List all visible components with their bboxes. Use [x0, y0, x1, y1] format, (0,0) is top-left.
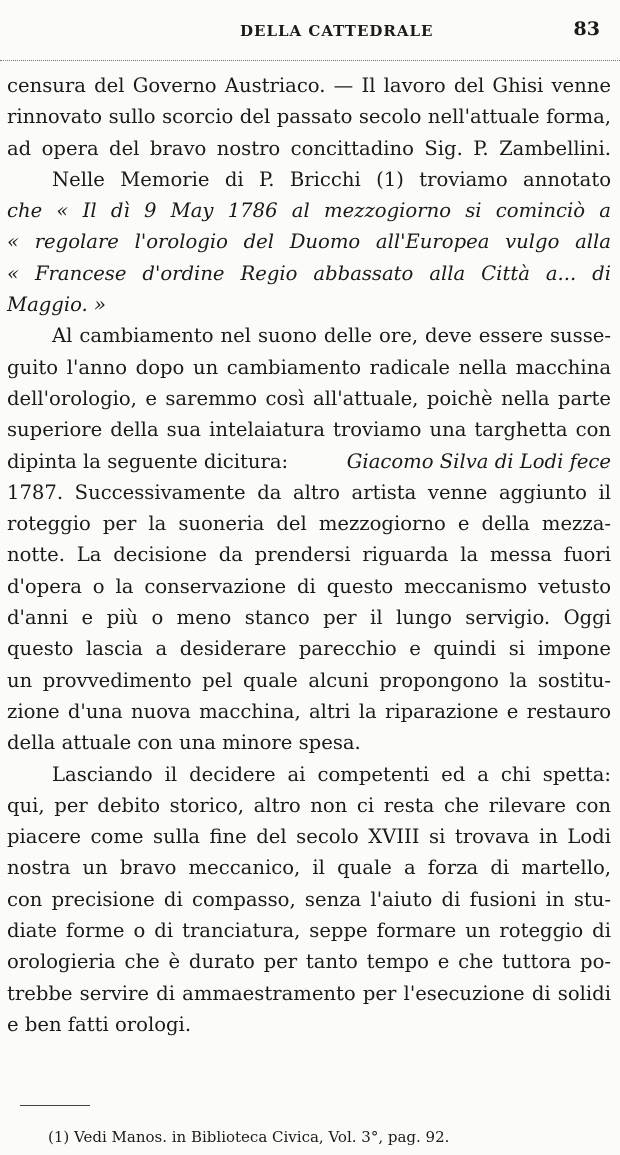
text-line: diate forme o di tranciatura, seppe formare un roteggio di — [7, 919, 611, 943]
text-line: con precisione di compasso, senza l'aiuto di fusioni in stu- — [7, 887, 611, 911]
text-line: censura del Governo Austriaco. — Il lavoro del Ghisi venne — [7, 74, 611, 97]
text-line: che « Il dì 9 May 1786 al mezzogiorno si cominciò a — [7, 199, 611, 223]
text-line: d'anni e più o meno stanco per il lungo servigio. Oggi — [7, 606, 611, 630]
page-header — [0, 18, 620, 54]
text-line: rinnovato sullo scorcio del passato secolo nell'attuale forma, — [7, 105, 611, 129]
text-line: superiore della sua intelaiatura troviamo una targhetta con — [7, 418, 611, 442]
text-line: 1787. Successivamente da altro artista venne aggiunto il — [7, 480, 611, 504]
text-line: un provvedimento pel quale alcuni propongono la sostitu- — [7, 668, 611, 692]
text-line: nostra un bravo meccanico, il quale a forza di martello, — [7, 856, 611, 880]
text-line: roteggio per la suoneria del mezzogiorno e della mezza- — [7, 512, 611, 536]
header-divider — [0, 60, 620, 61]
text-line: e ben fatti orologi. — [7, 1012, 192, 1036]
text-line: Maggio. » — [7, 293, 106, 317]
body-text — [7, 70, 611, 1040]
text-line: notte. La decisione da prendersi riguarda la messa fuori — [7, 543, 611, 567]
text-line: orologieria che è durato per tanto tempo e che tuttora po- — [7, 950, 611, 974]
text-line: zione d'una nuova macchina, altri la riparazione e restauro — [7, 699, 611, 723]
page-number: 83 — [573, 18, 600, 40]
text-line — [7, 446, 611, 477]
text-line: dell'orologio, e saremmo così all'attuale, poichè nella parte — [7, 386, 611, 410]
footnote-divider — [20, 1105, 90, 1106]
text-line: « Francese d'ordine Regio abbassato alla Città a... di — [7, 261, 611, 285]
text-line: « regolare l'orologio del Duomo all'Europea vulgo alla — [7, 230, 611, 254]
text-segment-italic: Giacomo Silva di Lodi fece — [346, 449, 611, 473]
text-line: Lasciando il decidere ai competenti ed a chi spetta: — [52, 762, 611, 786]
text-line: trebbe servire di ammaestramento per l'esecuzione di solidi — [7, 981, 611, 1005]
text-line: piacere come sulla fine del secolo XVIII si trovava in Lodi — [7, 825, 611, 849]
text-line: ad opera del bravo nostro concittadino Sig. P. Zambellini. — [7, 136, 611, 160]
footnote: (1) Vedi Manos. in Biblioteca Civica, Vol. 3°, pag. 92. — [48, 1128, 450, 1146]
text-line: guito l'anno dopo un cambiamento radicale nella macchina — [7, 355, 611, 379]
text-line: Nelle Memorie di P. Bricchi (1) troviamo annotato — [52, 167, 611, 191]
running-title: DELLA CATTEDRALE — [240, 22, 434, 40]
text-segment: dipinta la seguente dicitura: — [7, 449, 289, 473]
text-line: d'opera o la conservazione di questo meccanismo vetusto — [7, 574, 611, 598]
text-line: Al cambiamento nel suono delle ore, deve essere susse- — [52, 324, 611, 348]
text-line: della attuale con una minore spesa. — [7, 731, 361, 755]
text-line: questo lascia a desiderare parecchio e quindi si impone — [7, 637, 611, 661]
text-line: qui, per debito storico, altro non ci resta che rilevare con — [7, 793, 611, 817]
